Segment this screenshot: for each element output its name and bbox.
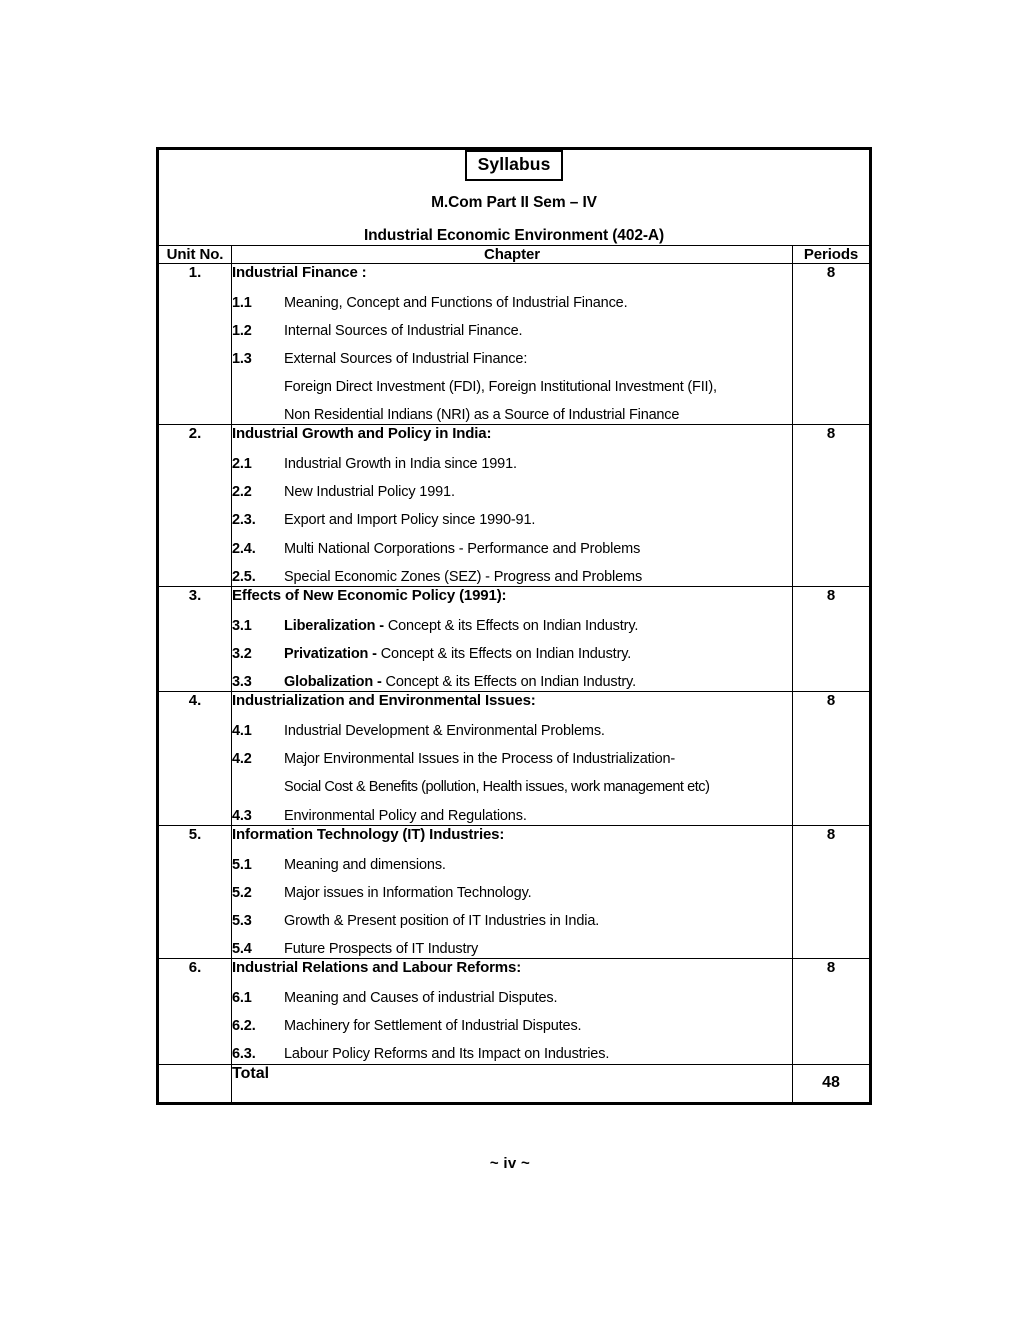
syllabus-item [232, 455, 792, 473]
syllabus-item-description: Concept & its Effects on Indian Industry. [387, 617, 639, 634]
syllabus-item-number: 1.2 [232, 322, 252, 339]
syllabus-item-number: 4.3 [232, 807, 252, 824]
unit-title: Information Technology (IT) Industries: [232, 825, 505, 843]
syllabus-item [232, 1045, 792, 1063]
syllabus-item-number: 1.1 [232, 294, 252, 311]
syllabus-item-text [284, 645, 792, 663]
unit-row [158, 425, 871, 587]
column-header-periods: Periods [793, 245, 871, 263]
syllabus-item [232, 568, 792, 586]
syllabus-item-text: Future Prospects of IT Industry [284, 941, 479, 958]
column-header-unit-no: Unit No. [158, 245, 232, 263]
syllabus-item-text [284, 673, 792, 691]
unit-number: 2. [158, 425, 232, 587]
total-row-unit-blank [158, 1064, 232, 1103]
syllabus-item-number: 2.5. [232, 568, 256, 585]
syllabus-item-text: Industrial Growth in India since 1991. [284, 456, 517, 473]
unit-continuation-line: Foreign Direct Investment (FDI), Foreign Institutional Investment (FII), [284, 378, 717, 395]
syllabus-item-continuation: Social Cost & Benefits (pollution, Health issues, work management etc) [284, 779, 710, 796]
unit-row [158, 263, 871, 425]
syllabus-item-number: 3.1 [232, 617, 252, 634]
subject-line: Industrial Economic Environment (402-A) [363, 226, 665, 244]
syllabus-item-keyword: Liberalization - [284, 617, 384, 634]
unit-chapter-cell [232, 692, 793, 826]
unit-periods: 8 [793, 263, 871, 425]
unit-title: Effects of New Economic Policy (1991): [232, 586, 507, 604]
syllabus-item-number: 5.4 [232, 941, 252, 958]
syllabus-item-text: Multi National Corporations - Performance and Problems [284, 540, 641, 557]
column-header-row [158, 245, 871, 263]
syllabus-item [232, 884, 792, 902]
syllabus-item-text: Meaning, Concept and Functions of Industrial Finance. [284, 294, 628, 311]
syllabus-item-keyword: Privatization - [284, 645, 377, 662]
syllabus-item-number: 5.1 [232, 856, 252, 873]
syllabus-item-number: 4.2 [232, 751, 252, 768]
syllabus-item [232, 750, 792, 768]
unit-number: 5. [158, 825, 232, 959]
syllabus-item [232, 940, 792, 958]
syllabus-item-number: 6.2. [232, 1018, 256, 1035]
syllabus-item-number: 2.3. [232, 512, 256, 529]
unit-periods: 8 [793, 692, 871, 826]
unit-title: Industrial Growth and Policy in India: [232, 425, 492, 443]
unit-periods: 8 [793, 825, 871, 959]
syllabus-item-number: 2.2 [232, 484, 252, 501]
syllabus-item-description: Concept & its Effects on Indian Industry. [385, 674, 636, 691]
unit-periods: 8 [793, 425, 871, 587]
unit-row [158, 825, 871, 959]
syllabus-table-body [158, 149, 871, 1104]
syllabus-item [232, 722, 792, 740]
syllabus-item-text: Labour Policy Reforms and Its Impact on Industries. [284, 1046, 610, 1063]
syllabus-item [232, 483, 792, 501]
syllabus-item [232, 294, 792, 312]
syllabus-item-text [284, 617, 792, 635]
syllabus-item [232, 989, 792, 1007]
syllabus-item-number: 5.2 [232, 884, 252, 901]
syllabus-item-number: 2.4. [232, 540, 256, 557]
syllabus-item [232, 856, 792, 874]
unit-row [158, 692, 871, 826]
program-line: M.Com Part II Sem – IV [431, 193, 597, 211]
unit-row [158, 959, 871, 1064]
syllabus-item-number: 6.1 [232, 990, 252, 1007]
unit-title: Industrial Finance : [232, 263, 367, 281]
syllabus-item-number: 3.3 [232, 674, 252, 691]
unit-chapter-cell [232, 586, 793, 691]
unit-chapter-cell [232, 825, 793, 959]
syllabus-item-number: 5.3 [232, 912, 252, 929]
unit-title: Industrialization and Environmental Issues: [232, 692, 536, 710]
syllabus-item [232, 673, 792, 691]
syllabus-item-text: New Industrial Policy 1991. [284, 484, 455, 501]
syllabus-item [232, 645, 792, 663]
syllabus-item-number: 3.2 [232, 645, 252, 662]
syllabus-item [232, 807, 792, 825]
syllabus-item-text: Growth & Present position of IT Industries in India. [284, 912, 600, 929]
unit-chapter-cell [232, 425, 793, 587]
syllabus-item-text: Major issues in Information Technology. [284, 884, 532, 901]
title-block [158, 149, 871, 246]
total-label: Total [232, 1064, 793, 1103]
syllabus-item-text: External Sources of Industrial Finance: [284, 350, 528, 367]
syllabus-item [232, 350, 792, 368]
unit-number: 1. [158, 263, 232, 425]
unit-title: Industrial Relations and Labour Reforms: [232, 959, 522, 977]
syllabus-item-number: 2.1 [232, 456, 252, 473]
syllabus-item-text: Meaning and Causes of industrial Disputes. [284, 990, 558, 1007]
syllabus-item [232, 540, 792, 558]
syllabus-item [232, 511, 792, 529]
unit-number: 6. [158, 959, 232, 1064]
syllabus-item-number: 4.1 [232, 723, 252, 740]
syllabus-title-box: Syllabus [465, 150, 564, 181]
syllabus-item-text: Major Environmental Issues in the Process of Industrialization- [284, 751, 676, 768]
syllabus-item-text: Environmental Policy and Regulations. [284, 807, 527, 824]
syllabus-item-text: Meaning and dimensions. [284, 856, 446, 873]
syllabus-item [232, 1017, 792, 1035]
syllabus-item [232, 912, 792, 930]
syllabus-item-text: Industrial Development & Environmental Problems. [284, 723, 605, 740]
column-header-chapter: Chapter [232, 245, 793, 263]
unit-chapter-cell [232, 959, 793, 1064]
total-row [158, 1064, 871, 1103]
syllabus-table [156, 147, 872, 1105]
syllabus-item-text: Export and Import Policy since 1990-91. [284, 512, 536, 529]
unit-periods: 8 [793, 959, 871, 1064]
page-footer-marker: ~ iv ~ [489, 1155, 531, 1172]
unit-row [158, 586, 871, 691]
syllabus-item-text: Special Economic Zones (SEZ) - Progress and Problems [284, 568, 643, 585]
unit-periods: 8 [793, 586, 871, 691]
unit-continuation-line: Non Residential Indians (NRI) as a Source of Industrial Finance [284, 407, 680, 424]
unit-chapter-cell [232, 263, 793, 425]
total-value: 48 [793, 1064, 871, 1103]
syllabus-item-description: Concept & its Effects on Indian Industry. [380, 645, 632, 662]
unit-number: 3. [158, 586, 232, 691]
syllabus-item-number: 6.3. [232, 1046, 256, 1063]
syllabus-item-text: Machinery for Settlement of Industrial Disputes. [284, 1018, 582, 1035]
unit-number: 4. [158, 692, 232, 826]
title-row [158, 149, 871, 246]
syllabus-item [232, 322, 792, 340]
syllabus-item-number: 1.3 [232, 350, 252, 367]
syllabus-item-keyword: Globalization - [284, 674, 382, 691]
syllabus-item-text: Internal Sources of Industrial Finance. [284, 322, 523, 339]
syllabus-item [232, 617, 792, 635]
